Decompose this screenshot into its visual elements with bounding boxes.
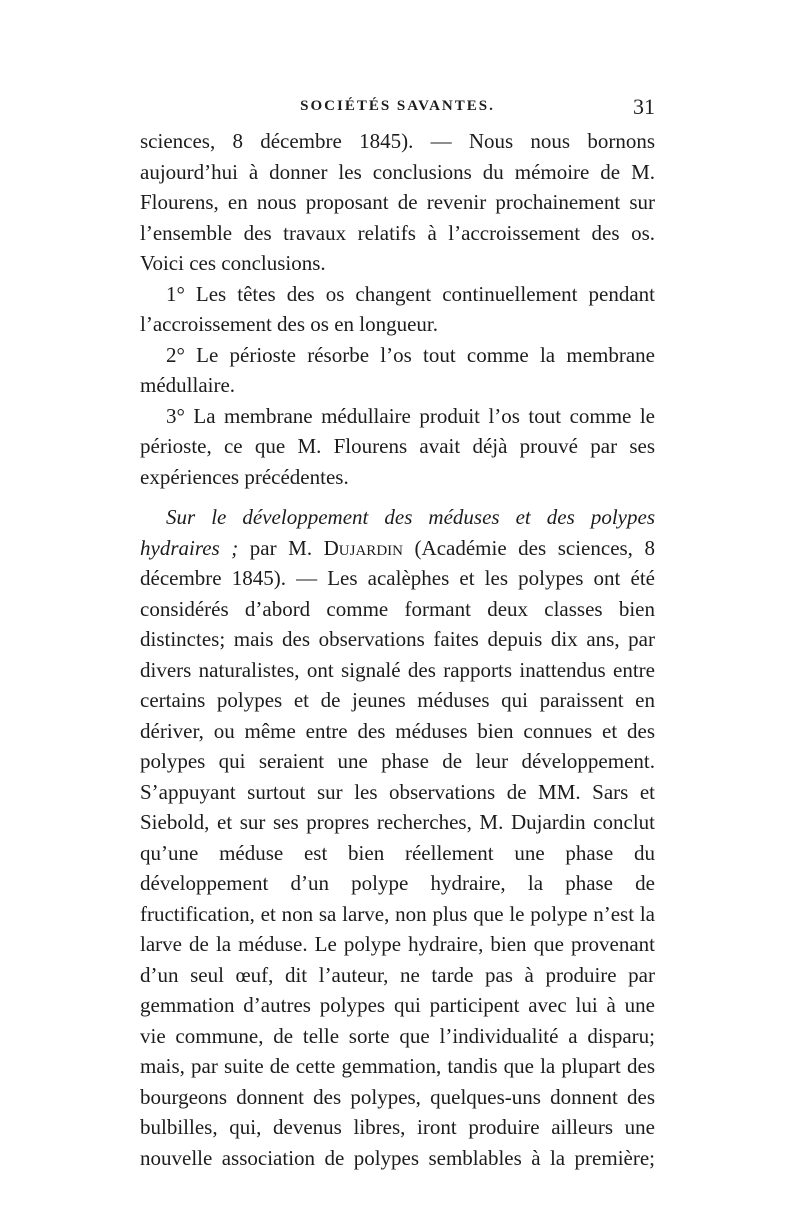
conclusion-2: 2° Le périoste résorbe l’os tout comme la membrane médullaire. — [140, 342, 655, 397]
conclusion-3: 3° La membrane médullaire produit l’os tout comme le périoste, ce que M. Flourens avait déjà prouvé par ses expériences précédentes. — [140, 403, 655, 489]
running-head — [140, 94, 655, 122]
article-body: (Académie des sciences, 8 décembre 1845). — Les acalèphes et les polypes ont été considérés d’abord comme formant deux classes bien distinctes; mais des observations faites depuis dix ans, par divers naturalistes, ont signalé des rapports inattendus entre certains polypes et de jeunes méduses qui paraissent en dériver, ou même entre des méduses bien connues et des polypes qui seraient une phase de leur développement. S’appuyant surtout sur les observations de MM. Sars et Siebold, et sur ses propres recherches, M. Dujardin conclut qu’une méduse est bien réellement une phase du développement d’un polype hydraire, la phase de fructification, et non sa larve, non plus que le polype n’est la larve de la méduse. Le polype hydraire, bien que provenant d’un seul œuf, dit l’auteur, ne tarde pas à produire par gemmation d’autres polypes qui participent avec lui à une vie commune, de telle sorte que l’individualité a disparu; mais, par suite de cette gemmation, tandis que la plupart des bourgeons donnent des polypes, quelques-uns donnent des bulbilles, qui, devenus libres, iront produire ailleurs une nouvelle association de polypes semblables à la première; — [140, 535, 655, 1170]
article-paragraph — [140, 502, 655, 1173]
article-title: Sur le développement des méduses et des polypes hydraires ; — [140, 505, 655, 560]
conclusion-1: 1° Les têtes des os changent continuellement pendant l’accroissement des os en longueur. — [140, 281, 655, 336]
page-number: 31 — [633, 94, 655, 119]
article-byline: par M. — [238, 535, 324, 560]
article-author: Dujardin — [323, 535, 403, 560]
paragraph-continuation: sciences, 8 décembre 1845). — Nous nous bornons aujourd’hui à donner les conclusions du mémoire de M. Flourens, en nous proposant de revenir prochainement sur l’ensemble des travaux relatifs à l’accroissement des os. Voici ces conclusions. — [140, 129, 655, 275]
running-title: SOCIÉTÉS SAVANTES. — [300, 98, 495, 114]
body-text — [140, 126, 655, 1173]
